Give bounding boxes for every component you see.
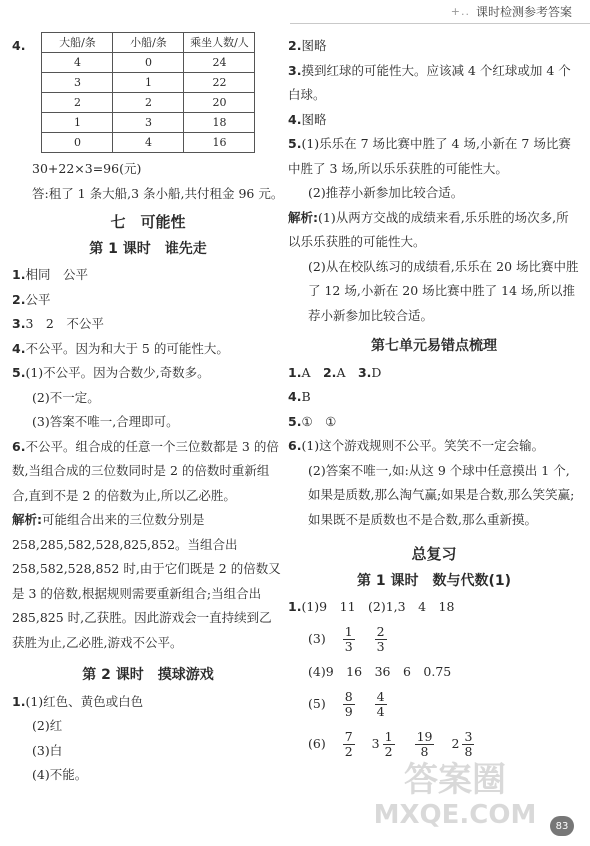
table-header-row <box>42 33 255 53</box>
left-column <box>12 34 284 788</box>
table-row <box>42 73 255 93</box>
fraction: $\frac{8}{9}$ <box>344 688 353 719</box>
answer-item: 4.不公平。因为和大于 5 的可能性大。 <box>12 340 229 356</box>
q4-calculation: 30+22×3=96(元) <box>32 161 142 176</box>
answer-item: 1.A 2.A 3.D <box>288 364 382 380</box>
answer-item: 1.(1)9 11 (2)1,3 4 18 <box>288 599 455 614</box>
q4-answer: 答:租了 1 条大船,3 条小船,共付租金 96 元。 <box>32 185 284 201</box>
table-cell: 4 <box>113 133 184 153</box>
answer-subitem: (2)红 <box>32 718 63 733</box>
table-cell: 1 <box>113 73 184 93</box>
table-cell: 16 <box>184 133 255 153</box>
boat-table <box>41 32 255 153</box>
answer-item: 5.(1)不公平。因为合数少,奇数多。 <box>12 365 210 380</box>
table-cell: 2 <box>113 93 184 113</box>
header-divider <box>290 23 590 24</box>
table-cell: 18 <box>184 113 255 133</box>
answer-subitem: (2)答案不唯一,如:从这 9 个球中任意摸出 1 个,如果是质数,那么淘气赢;如果是合数,那么笑笑赢;如果既不是质数也不是合数,那么重新摸。 <box>308 462 575 527</box>
table-header: 大船/条 <box>42 33 113 53</box>
table-cell: 22 <box>184 73 255 93</box>
table-cell: 2 <box>42 93 113 113</box>
answer-item: 3.摸到红球的可能性大。应该减 4 个红球或加 4 个白球。 <box>288 62 571 102</box>
answer-item: 3.3 2 不公平 <box>12 316 104 331</box>
q4-block <box>12 34 284 153</box>
header-decoration: +.. <box>450 4 470 18</box>
answer-item: 2.公平 <box>12 291 51 307</box>
mixed-number: $\frac{7}{2}$ <box>344 728 353 759</box>
table-cell: 4 <box>42 53 113 73</box>
table-row <box>42 53 255 73</box>
answer-subitem: (4)不能。 <box>32 767 88 782</box>
mixed-number: 3 $\frac{1}{2}$ <box>371 728 393 759</box>
answer-subitem: (3)答案不唯一,合理即可。 <box>32 414 179 429</box>
table-header: 小船/条 <box>113 33 184 53</box>
analysis: 解析:可能组合出来的三位数分别是 258,285,582,528,825,852。当组合出 258,582,528,852 时,由于它们既是 2 的倍数又是 3 的倍数,根据规则需要重新组合;当组合出 285,825 时,乙获胜。因此游戏会一直持续到乙获胜为止,乙必胜,游戏不公平。 <box>12 512 281 650</box>
fraction-row: (5) $\frac{8}{9}$ $\frac{4}{4}$ <box>308 688 385 719</box>
table-header: 乘坐人数/人 <box>184 33 255 53</box>
analysis: 解析:(1)从两方交战的成绩来看,乐乐胜的场次多,所以乐乐获胜的可能性大。 <box>288 209 569 249</box>
answer-item: 4.图略 <box>288 111 327 127</box>
fraction: $\frac{1}{3}$ <box>344 624 353 654</box>
table-cell: 24 <box>184 53 255 73</box>
table-cell: 20 <box>184 93 255 113</box>
answer-item: 6.不公平。组合成的任意一个三位数都是 3 的倍数,当组合成的三位数同时是 2 的倍数时重新组合,直到不是 2 的倍数为止,所以乙必胜。 <box>12 438 279 503</box>
lesson-title: 第 1 课时 谁先走 <box>89 240 207 257</box>
table-cell: 1 <box>42 113 113 133</box>
answer-subitem: (3)白 <box>32 742 63 758</box>
mixed-number: 2 $\frac{3}{8}$ <box>451 728 473 759</box>
table-cell: 0 <box>113 53 184 73</box>
answer-subitem: (2)不一定。 <box>32 389 100 405</box>
fraction: $\frac{2}{3}$ <box>376 624 385 654</box>
fraction-row: (3) $\frac{1}{3}$ $\frac{2}{3}$ <box>308 624 385 654</box>
answer-item: 1.(1)红色、黄色或白色 <box>12 693 144 709</box>
right-column <box>288 34 580 764</box>
table-cell: 0 <box>42 133 113 153</box>
answer-item: 6.(1)这个游戏规则不公平。笑笑不一定会输。 <box>288 438 545 453</box>
answer-item: 5.(1)乐乐在 7 场比赛中胜了 4 场,小新在 7 场比赛中胜了 3 场,所以乐乐获胜的可能性大。 <box>288 136 571 176</box>
mixed-number: $\frac{19}{8}$ <box>416 728 433 759</box>
analysis-continued: (2)从在校队练习的成绩看,乐乐在 20 场比赛中胜了 12 场,小新在 20 场比赛中胜了 14 场,所以推荐小新参加比较合适。 <box>308 258 579 323</box>
answer-subitem: (2)推荐小新参加比较合适。 <box>308 185 464 200</box>
fraction-row: (6) $\frac{7}{2}$ 3 $\frac{1}{2}$ $\frac{19}{8}$ 2 $\frac{3}{8}$ <box>288 724 580 764</box>
table-row <box>42 133 255 153</box>
header-title: 课时检测参考答案 <box>475 4 572 19</box>
answer-item: 4.B <box>288 389 311 404</box>
lesson-title: 第 2 课时 摸球游戏 <box>82 667 214 683</box>
table-row <box>42 93 255 113</box>
page-number: 83 <box>550 816 574 836</box>
answer-subitem: (4)9 16 36 6 0.75 <box>308 663 452 679</box>
table-row <box>42 113 255 133</box>
answer-item: 1.相同 公平 <box>12 267 88 282</box>
table-cell: 3 <box>42 73 113 93</box>
fraction: $\frac{4}{4}$ <box>376 688 385 719</box>
answer-item: 5.① ① <box>288 413 337 429</box>
q4-number: 4. <box>12 38 26 53</box>
lesson-title: 第 1 课时 数与代数(1) <box>356 572 512 589</box>
unit-title: 第七单元易错点梳理 <box>371 338 497 354</box>
review-title: 总复习 <box>411 545 457 563</box>
chapter-title: 七 可能性 <box>110 213 186 231</box>
answer-item: 2.图略 <box>288 38 327 53</box>
table-cell: 3 <box>113 113 184 133</box>
watermark: 答案圈 MXQE.COM <box>373 760 537 830</box>
page-header <box>372 0 572 22</box>
